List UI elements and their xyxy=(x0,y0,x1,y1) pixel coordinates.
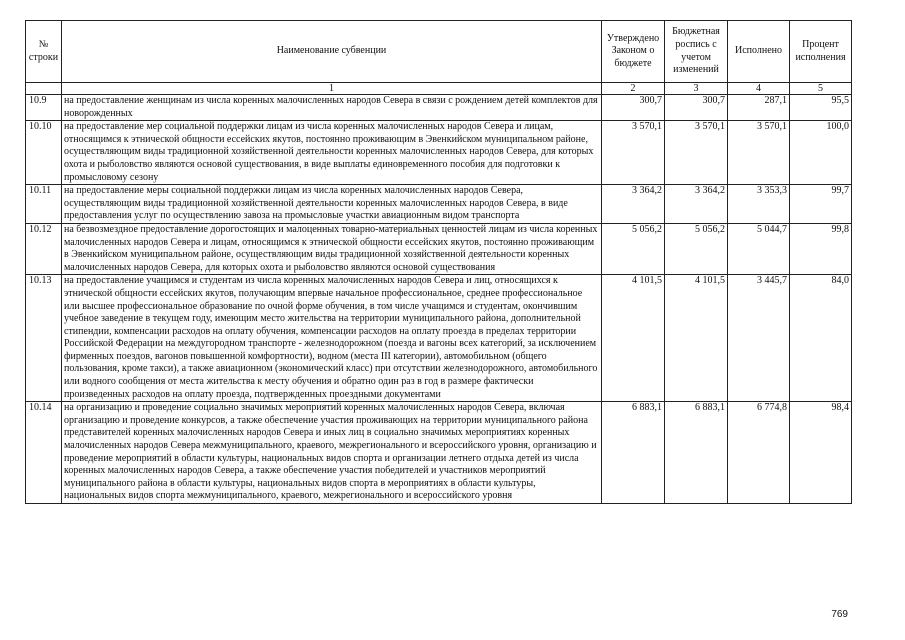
row-percent: 95,5 xyxy=(790,95,852,121)
row-budget: 5 056,2 xyxy=(665,223,728,274)
page-number: 769 xyxy=(831,609,848,620)
row-approved: 5 056,2 xyxy=(602,223,665,274)
row-executed: 287,1 xyxy=(728,95,790,121)
column-number: 3 xyxy=(665,83,728,95)
row-code: 10.14 xyxy=(26,402,62,504)
column-number xyxy=(26,83,62,95)
row-code: 10.12 xyxy=(26,223,62,274)
table-row xyxy=(26,121,852,185)
row-description: на предоставление учащимся и студентам из числа коренных малочисленных народов Севера и лиц, относящихся к этнической общности ессейских якутов, получающим впервые начальное профессиональное, среднее профессиональное или высшее профессиональное образование по очной форме обучения, в том числе учащимся и студентам, окончившим учебное заведение в текущем году, имеющим место жительства на территории муниципального района, дополнительной стипендии, компенсации расходов на оплату обучения, компенсации расходов на оплату проезда в пределах территории Российской Федерации на междугородном транспорте - железнодорожном (поезда и вагоны всех категорий, за исключением фирменных поездов, вагонов повышенной комфортности), водном (места III категории), автомобильном (общего пользования, кроме такси), а также авиационном (экономический класс) при отсутствии железнодорожного, автомобильного или водного сообщения от места жительства к месту обучения и обратно один раз в год в размере фактически произведенных расходов на оплату проезда, подтвержденных проездными документами xyxy=(62,275,602,402)
row-executed: 3 445,7 xyxy=(728,275,790,402)
row-code: 10.11 xyxy=(26,185,62,224)
row-budget: 3 570,1 xyxy=(665,121,728,185)
row-percent: 99,8 xyxy=(790,223,852,274)
table-row xyxy=(26,402,852,504)
row-code: 10.9 xyxy=(26,95,62,121)
row-percent: 98,4 xyxy=(790,402,852,504)
row-executed: 5 044,7 xyxy=(728,223,790,274)
row-description: на предоставление женщинам из числа коренных малочисленных народов Севера в связи с рождением детей комплектов для новорожденных xyxy=(62,95,602,121)
table-row xyxy=(26,223,852,274)
row-approved: 6 883,1 xyxy=(602,402,665,504)
subvention-table xyxy=(25,20,852,504)
table-header-row xyxy=(26,21,852,83)
row-budget: 6 883,1 xyxy=(665,402,728,504)
row-percent: 84,0 xyxy=(790,275,852,402)
header-approved: Утверждено Законом о бюджете xyxy=(602,21,665,83)
document-page xyxy=(25,20,851,504)
row-approved: 300,7 xyxy=(602,95,665,121)
row-budget: 300,7 xyxy=(665,95,728,121)
row-approved: 3 570,1 xyxy=(602,121,665,185)
row-description: на организацию и проведение социально значимых мероприятий коренных малочисленных народов Севера, включая организацию и проведение конкурсов, а также обеспечение участия проживающих на территории муниципального района представителей коренных малочисленных народов Севера и иных лиц в социально значимых мероприятиях коренных малочисленных народов Севера межмуниципального, краевого, межрегионального и всероссийского уровня, организацию и проведение мероприятий в области культуры, национальных видов спорта и организации летнего отдыха детей из числа коренных малочисленных народов Севера, а также обеспечение участия победителей и участников мероприятий муниципального района в области культуры, национальных видов спорта в мероприятиях в области культуры, национальных видов спорта межмуниципального, краевого, межрегионального и всероссийского уровня xyxy=(62,402,602,504)
table-row xyxy=(26,95,852,121)
row-budget: 4 101,5 xyxy=(665,275,728,402)
header-budget: Бюджетная роспись с учетом изменений xyxy=(665,21,728,83)
row-executed: 3 353,3 xyxy=(728,185,790,224)
table-body xyxy=(26,95,852,504)
table-row xyxy=(26,275,852,402)
row-executed: 3 570,1 xyxy=(728,121,790,185)
row-description: на предоставление мер социальной поддержки лицам из числа коренных малочисленных народов Севера и лицам, относящимся к этнической общности ессейских якутов, постоянно проживающим в Эвенкийском муниципальном районе, осуществляющим виды традиционной хозяйственной деятельности коренных малочисленных народов Севера, для которых охота и рыболовство являются основой существования, в виде выплаты единовременного пособия для подготовки к промысловому сезону xyxy=(62,121,602,185)
column-number: 1 xyxy=(62,83,602,95)
row-executed: 6 774,8 xyxy=(728,402,790,504)
table-row xyxy=(26,185,852,224)
row-description: на предоставление меры социальной поддержки лицам из числа коренных малочисленных народов Севера, осуществляющим виды традиционной хозяйственной деятельности коренных малочисленных народов Севера, в виде предоставления услуг по осуществлению завоза на промысловые участки авиационным видом транспорта xyxy=(62,185,602,224)
row-code: 10.10 xyxy=(26,121,62,185)
header-percent: Процент исполнения xyxy=(790,21,852,83)
header-executed: Исполнено xyxy=(728,21,790,83)
column-number: 5 xyxy=(790,83,852,95)
row-percent: 99,7 xyxy=(790,185,852,224)
header-name: Наименование субвенции xyxy=(62,21,602,83)
row-code: 10.13 xyxy=(26,275,62,402)
row-budget: 3 364,2 xyxy=(665,185,728,224)
row-approved: 3 364,2 xyxy=(602,185,665,224)
column-number-row xyxy=(26,83,852,95)
column-number: 2 xyxy=(602,83,665,95)
row-description: на безвозмездное предоставление дорогостоящих и малоценных товарно-материальных ценностей лицам из числа коренных малочисленных народов Севера и лицам, относящимся к этнической общности ессейских якутов, постоянно проживающим в Эвенкийском муниципальном районе, осуществляющим виды традиционной хозяйственной деятельности коренных малочисленных народов Севера, для которых охота и рыболовство являются основой существования xyxy=(62,223,602,274)
header-row-no: № строки xyxy=(26,21,62,83)
column-number: 4 xyxy=(728,83,790,95)
row-percent: 100,0 xyxy=(790,121,852,185)
row-approved: 4 101,5 xyxy=(602,275,665,402)
